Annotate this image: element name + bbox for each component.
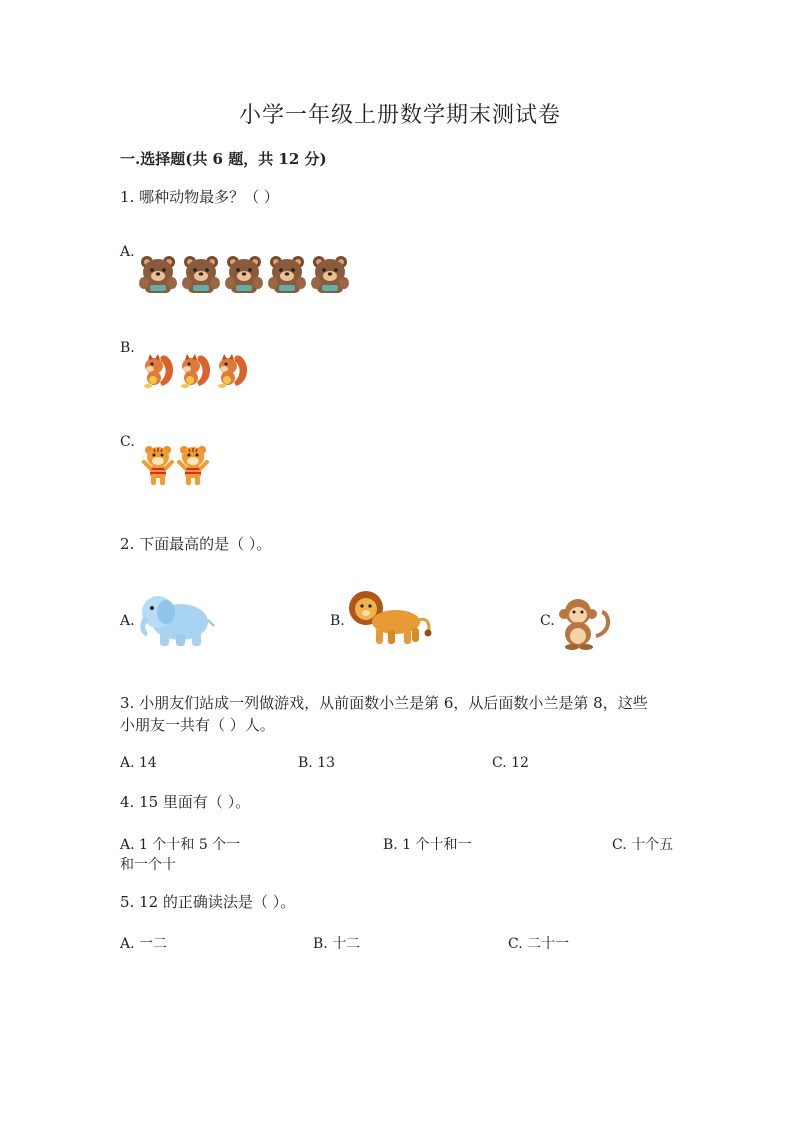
q5-option-a[interactable]: A. 一二 bbox=[120, 936, 168, 952]
question-5-stem: 5. 12 的正确读法是（ ）。 bbox=[120, 893, 296, 911]
q4-option-b[interactable]: B. 1 个十和一 bbox=[383, 837, 472, 853]
q3-option-b[interactable]: B. 13 bbox=[298, 755, 336, 771]
q1-option-a-bears bbox=[138, 254, 350, 296]
question-3-stem-line-2: 小朋友一共有（ ）人。 bbox=[120, 716, 275, 734]
q2-option-b-label[interactable]: B. bbox=[330, 613, 345, 629]
q3-option-c[interactable]: C. 12 bbox=[492, 755, 529, 771]
question-1-stem: 1. 哪种动物最多？（ ） bbox=[120, 188, 279, 206]
q1-option-b-squirrels bbox=[140, 352, 248, 390]
page-title: 小学一年级上册数学期末测试卷 bbox=[238, 103, 561, 128]
q1-option-b-label[interactable]: B. bbox=[120, 340, 135, 356]
q4-option-c-continuation: 和一个十 bbox=[120, 857, 176, 873]
question-4-stem: 4. 15 里面有（ ）。 bbox=[120, 793, 251, 811]
squirrel-icon bbox=[214, 352, 248, 390]
q3-option-a[interactable]: A. 14 bbox=[120, 755, 157, 771]
bear-icon bbox=[181, 254, 221, 296]
q1-option-c-tigers bbox=[142, 444, 209, 488]
question-2-stem: 2. 下面最高的是（ ）。 bbox=[120, 535, 272, 553]
bear-icon bbox=[310, 254, 350, 296]
q2-option-a-label[interactable]: A. bbox=[120, 613, 135, 629]
squirrel-icon bbox=[177, 352, 211, 390]
q1-option-a-label[interactable]: A. bbox=[120, 244, 135, 260]
q1-option-c-label[interactable]: C. bbox=[120, 434, 135, 450]
q4-option-a[interactable]: A. 1 个十和 5 个一 bbox=[120, 837, 241, 853]
q5-option-b[interactable]: B. 十二 bbox=[313, 936, 361, 952]
lion-icon bbox=[344, 588, 434, 650]
question-3-stem-line-1: 3. 小朋友们站成一列做游戏，从前面数小兰是第 6，从后面数小兰是第 8，这些 bbox=[120, 694, 648, 712]
squirrel-icon bbox=[140, 352, 174, 390]
bear-icon bbox=[138, 254, 178, 296]
monkey-icon bbox=[556, 596, 612, 652]
bear-icon bbox=[224, 254, 264, 296]
section-heading: 一.选择题(共 6 题，共 12 分) bbox=[120, 150, 327, 168]
q5-option-c[interactable]: C. 二十一 bbox=[508, 936, 570, 952]
elephant-icon bbox=[136, 590, 216, 650]
q4-option-c[interactable]: C. 十个五 bbox=[612, 837, 674, 853]
bear-icon bbox=[267, 254, 307, 296]
tiger-icon bbox=[177, 444, 209, 488]
tiger-icon bbox=[142, 444, 174, 488]
q2-option-c-label[interactable]: C. bbox=[540, 613, 555, 629]
